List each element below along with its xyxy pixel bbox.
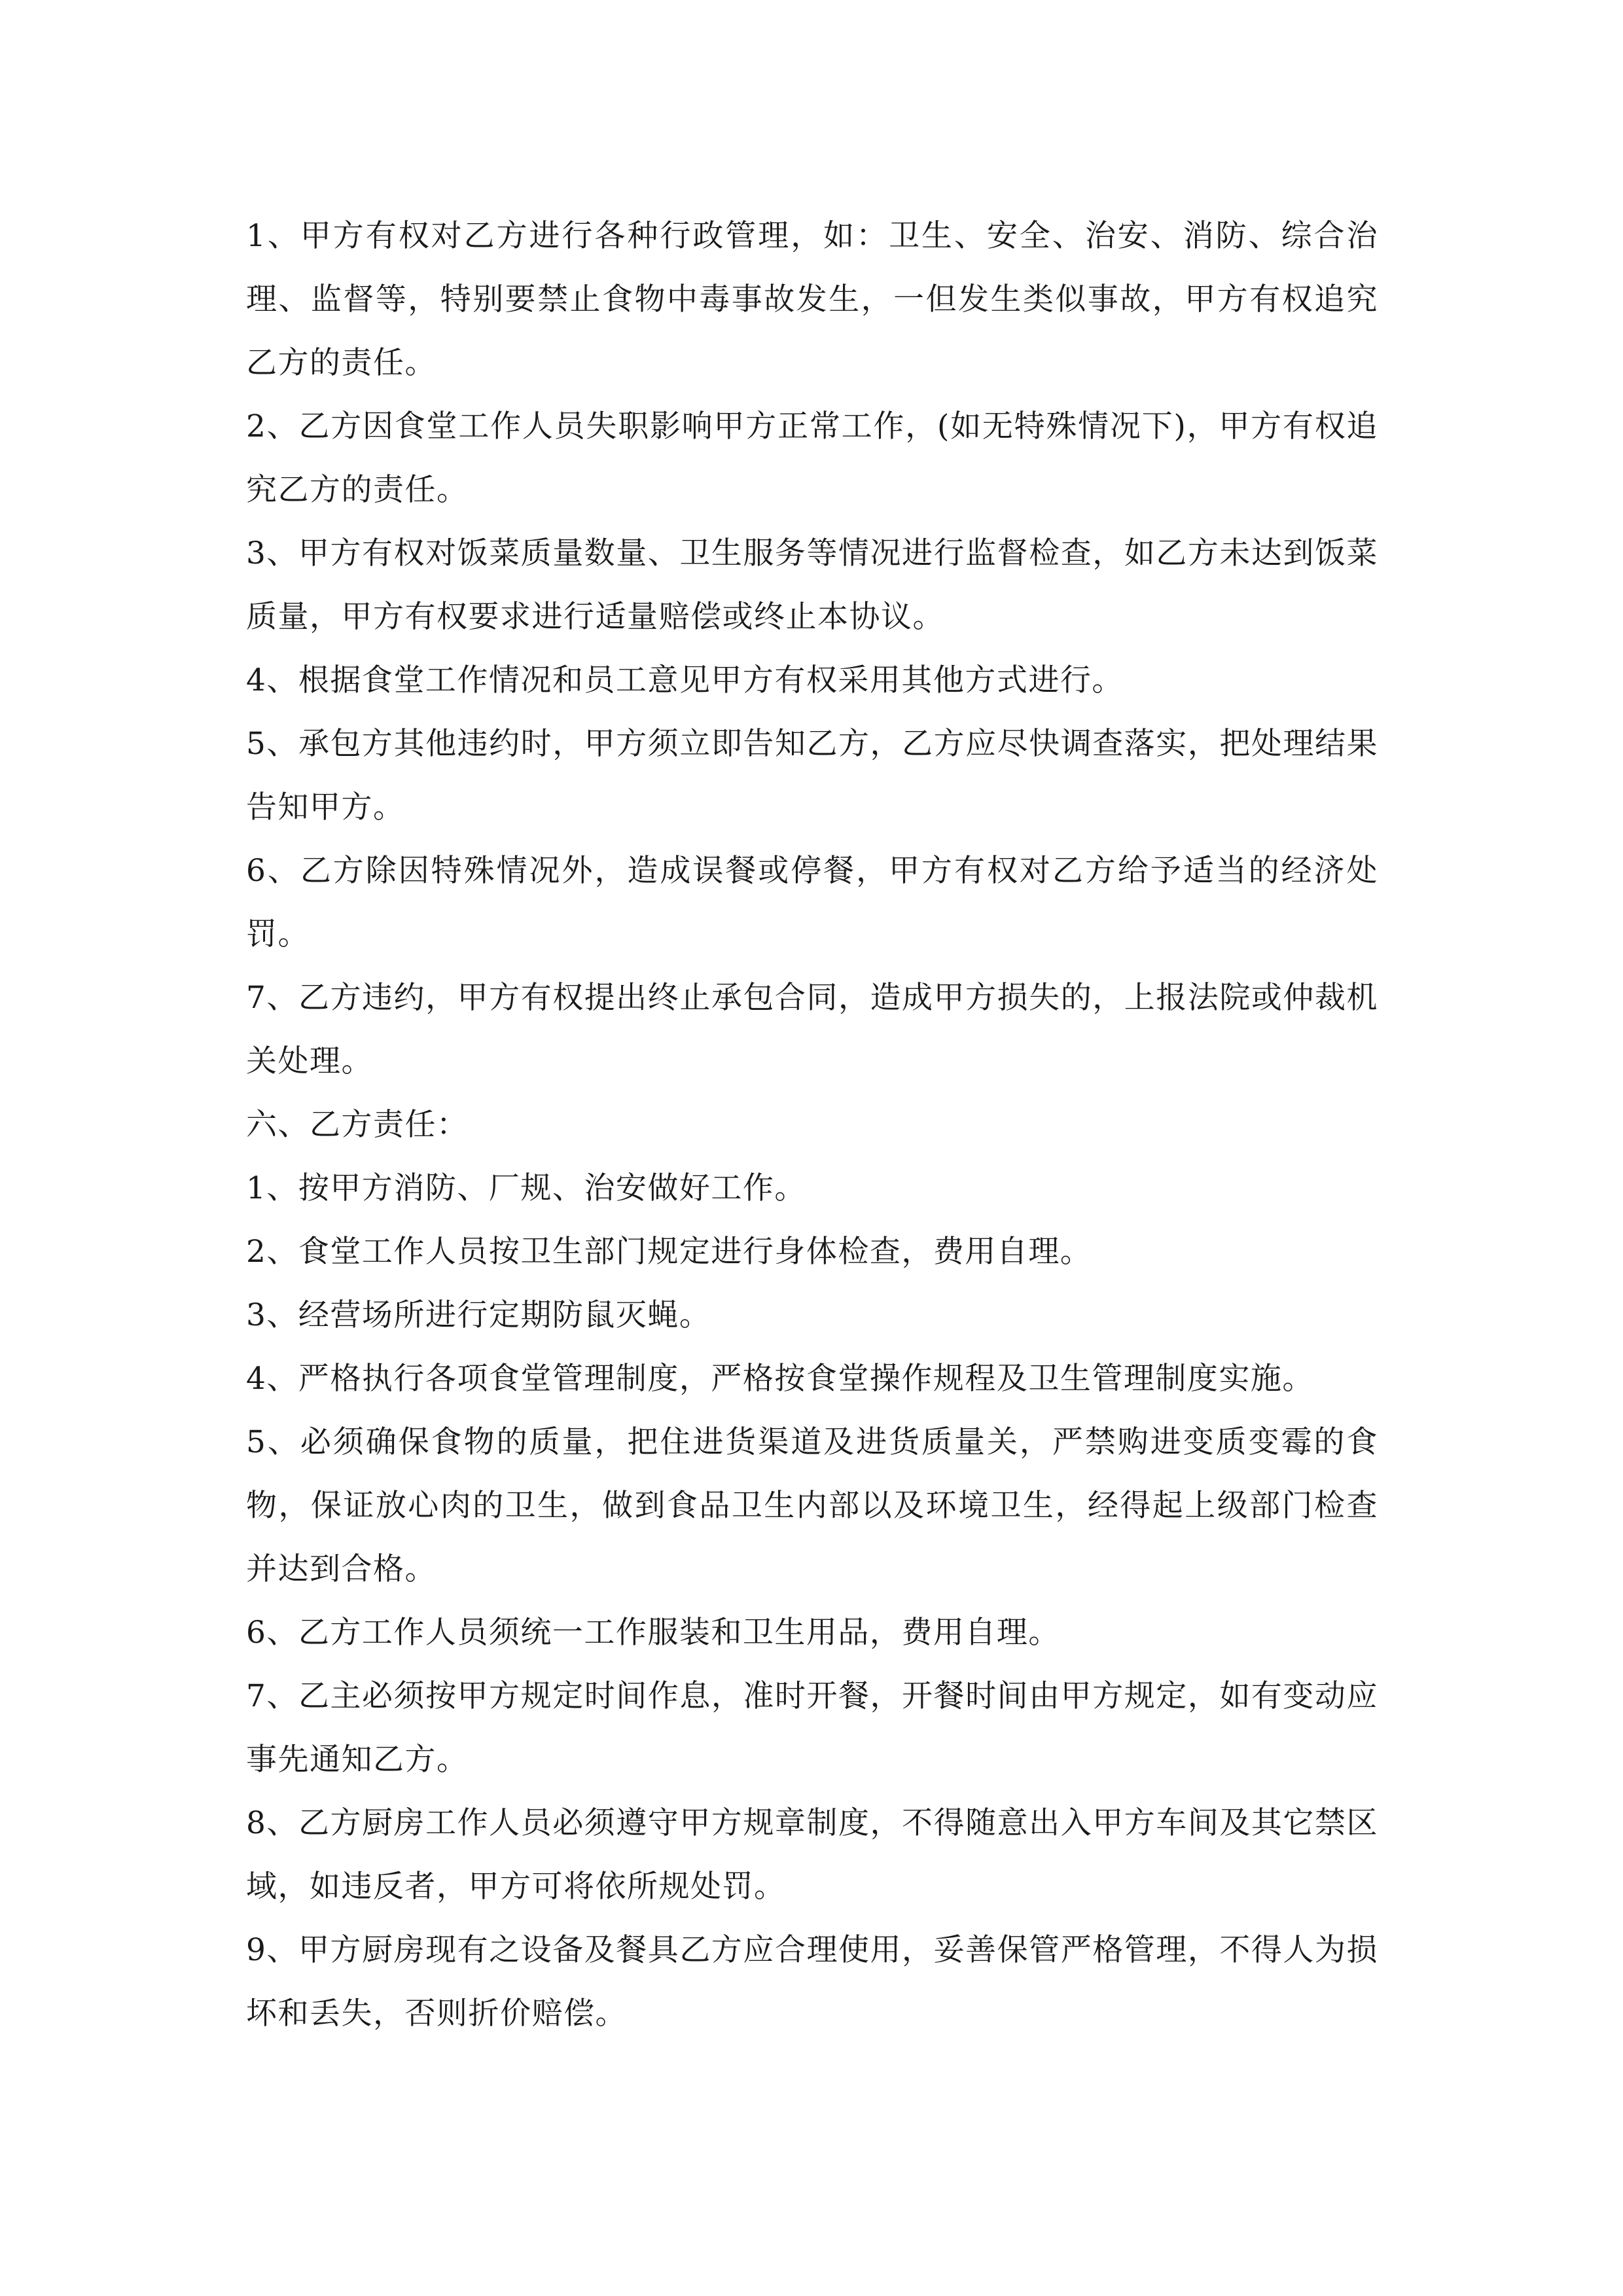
paragraph-party-a-4: 4、根据食堂工作情况和员工意见甲方有权采用其他方式进行。 bbox=[246, 662, 1124, 698]
paragraph-party-b-7: 7、乙主必须按甲方规定时间作息，准时开餐，开餐时间由甲方规定，如有变动应事先通知乙方。 bbox=[246, 1678, 1378, 1778]
section-heading-party-b: 六、乙方责任： bbox=[246, 1107, 469, 1143]
paragraph-party-b-5: 5、必须确保食物的质量，把住进货渠道及进货质量关，严禁购进变质变霉的食物，保证放心肉的卫生，做到食品卫生内部以及环境卫生，经得起上级部门检查并达到合格。 bbox=[246, 1424, 1378, 1587]
paragraph-party-b-1: 1、按甲方消防、厂规、治安做好工作。 bbox=[246, 1170, 806, 1206]
paragraph-party-a-7: 7、乙方违约，甲方有权提出终止承包合同，造成甲方损失的，上报法院或仲裁机关处理。 bbox=[246, 980, 1378, 1079]
paragraph-party-b-3: 3、经营场所进行定期防鼠灭蝇。 bbox=[246, 1297, 711, 1333]
paragraph-party-a-3: 3、甲方有权对饭菜质量数量、卫生服务等情况进行监督检查，如乙方未达到饭菜质量，甲方有权要求进行适量赔偿或终止本协议。 bbox=[246, 535, 1378, 635]
paragraph-party-b-4: 4、严格执行各项食堂管理制度，严格按食堂操作规程及卫生管理制度实施。 bbox=[246, 1361, 1314, 1397]
paragraph-party-a-6: 6、乙方除因特殊情况外，造成误餐或停餐，甲方有权对乙方给予适当的经济处罚。 bbox=[246, 853, 1378, 952]
paragraph-party-a-5: 5、承包方其他违约时，甲方须立即告知乙方，乙方应尽快调查落实，把处理结果告知甲方。 bbox=[246, 726, 1378, 825]
paragraph-party-a-2: 2、乙方因食堂工作人员失职影响甲方正常工作，(如无特殊情况下)，甲方有权追究乙方的责任。 bbox=[246, 408, 1378, 508]
paragraph-party-a-1: 1、甲方有权对乙方进行各种行政管理，如：卫生、安全、治安、消防、综合治理、监督等，特别要禁止食物中毒事故发生，一但发生类似事故，甲方有权追究乙方的责任。 bbox=[246, 218, 1378, 381]
paragraph-party-b-8: 8、乙方厨房工作人员必须遵守甲方规章制度，不得随意出入甲方车间及其它禁区域，如违反者，甲方可将依所规处罚。 bbox=[246, 1805, 1378, 1905]
paragraph-party-b-9: 9、甲方厨房现有之设备及餐具乙方应合理使用，妥善保管严格管理，不得人为损坏和丢失，否则折价赔偿。 bbox=[246, 1932, 1378, 2032]
paragraph-party-b-2: 2、食堂工作人员按卫生部门规定进行身体检查，费用自理。 bbox=[246, 1234, 1092, 1270]
document-body bbox=[246, 204, 1378, 2045]
paragraph-party-b-6: 6、乙方工作人员须统一工作服装和卫生用品，费用自理。 bbox=[246, 1615, 1060, 1651]
